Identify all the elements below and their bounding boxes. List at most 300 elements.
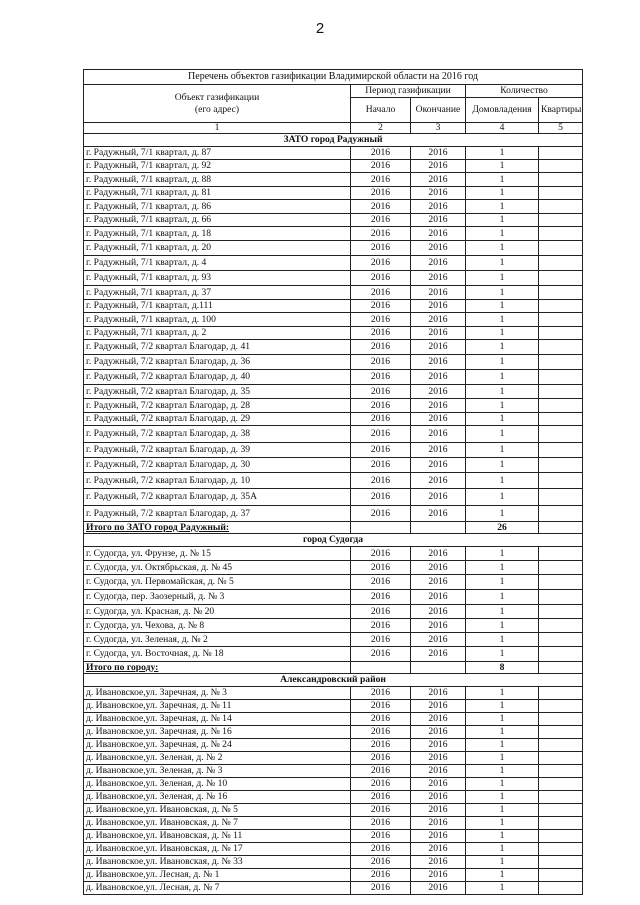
table-row bbox=[84, 605, 583, 619]
households-cell: 1 bbox=[466, 173, 539, 187]
apartments-cell bbox=[539, 619, 583, 633]
apartments-cell bbox=[539, 605, 583, 619]
total-value: 26 bbox=[466, 522, 539, 534]
table-row bbox=[84, 355, 583, 370]
start-year-cell: 2016 bbox=[351, 843, 411, 856]
column-number: 3 bbox=[411, 123, 466, 134]
apartments-cell bbox=[539, 843, 583, 856]
table-row bbox=[84, 458, 583, 473]
apartments-cell bbox=[539, 778, 583, 791]
total-label-text: Итого по ЗАТО город Радужный: bbox=[86, 521, 230, 533]
address-cell: г. Радужный, 7/2 квартал Благодар, д. 35 bbox=[84, 385, 351, 399]
households-cell: 1 bbox=[466, 647, 539, 662]
households-cell: 1 bbox=[466, 561, 539, 575]
table-row bbox=[84, 700, 583, 713]
end-year-cell: 2016 bbox=[411, 426, 466, 443]
table-row bbox=[84, 214, 583, 227]
column-header-object bbox=[84, 85, 351, 123]
end-year-cell: 2016 bbox=[411, 726, 466, 739]
start-year-cell: 2016 bbox=[351, 547, 411, 561]
table-row bbox=[84, 256, 583, 271]
total-row bbox=[84, 662, 583, 674]
address-cell: г. Радужный, 7/2 квартал Благодар, д. 36 bbox=[84, 355, 351, 370]
table-row bbox=[84, 713, 583, 726]
end-year-cell: 2016 bbox=[411, 791, 466, 804]
apartments-cell bbox=[539, 713, 583, 726]
table-row bbox=[84, 227, 583, 241]
end-year-cell: 2016 bbox=[411, 340, 466, 355]
households-cell: 1 bbox=[466, 385, 539, 399]
start-year-cell: 2016 bbox=[351, 619, 411, 633]
address-cell: г. Радужный, 7/2 квартал Благодар, д. 10 bbox=[84, 473, 351, 489]
start-year-cell: 2016 bbox=[351, 605, 411, 619]
address-cell: д. Ивановское,ул. Зеленая, д. № 10 bbox=[84, 778, 351, 791]
start-year-cell: 2016 bbox=[351, 300, 411, 313]
address-cell: г. Радужный, 7/1 квартал, д. 81 bbox=[84, 187, 351, 200]
end-year-cell: 2016 bbox=[411, 200, 466, 214]
table-row bbox=[84, 147, 583, 160]
apartments-cell bbox=[539, 200, 583, 214]
address-cell: д. Ивановское,ул. Заречная, д. № 16 bbox=[84, 726, 351, 739]
column-number: 5 bbox=[539, 123, 583, 134]
end-year-cell: 2016 bbox=[411, 489, 466, 506]
table-row bbox=[84, 739, 583, 752]
address-cell: г. Радужный, 7/1 квартал, д. 100 bbox=[84, 313, 351, 327]
start-year-cell: 2016 bbox=[351, 506, 411, 522]
address-cell: д. Ивановское,ул. Ивановская, д. № 33 bbox=[84, 856, 351, 869]
apartments-cell bbox=[539, 340, 583, 355]
column-header-end: Окончание bbox=[411, 98, 466, 123]
start-year-cell: 2016 bbox=[351, 271, 411, 286]
start-year-cell: 2016 bbox=[351, 355, 411, 370]
table-row bbox=[84, 856, 583, 869]
apartments-cell bbox=[539, 765, 583, 778]
apartments-cell bbox=[539, 633, 583, 647]
households-cell: 1 bbox=[466, 619, 539, 633]
apartments-cell bbox=[539, 804, 583, 817]
households-cell: 1 bbox=[466, 713, 539, 726]
end-year-cell: 2016 bbox=[411, 473, 466, 489]
apartments-cell bbox=[539, 227, 583, 241]
table-row bbox=[84, 778, 583, 791]
start-year-cell: 2016 bbox=[351, 473, 411, 489]
start-year-cell: 2016 bbox=[351, 256, 411, 271]
start-year-cell: 2016 bbox=[351, 726, 411, 739]
start-year-cell: 2016 bbox=[351, 160, 411, 173]
households-cell: 1 bbox=[466, 843, 539, 856]
start-year-cell: 2016 bbox=[351, 413, 411, 426]
apartments-cell bbox=[539, 547, 583, 561]
apartments-cell bbox=[539, 791, 583, 804]
end-year-cell: 2016 bbox=[411, 399, 466, 413]
table-row bbox=[84, 817, 583, 830]
apartments-cell bbox=[539, 313, 583, 327]
address-cell: д. Ивановское,ул. Ивановская, д. № 17 bbox=[84, 843, 351, 856]
start-year-cell: 2016 bbox=[351, 313, 411, 327]
apartments-cell bbox=[539, 882, 583, 895]
total-label bbox=[84, 522, 351, 534]
start-year-cell: 2016 bbox=[351, 647, 411, 662]
apartments-cell bbox=[539, 214, 583, 227]
households-cell: 1 bbox=[466, 817, 539, 830]
households-cell: 1 bbox=[466, 856, 539, 869]
table-row bbox=[84, 765, 583, 778]
end-year-cell: 2016 bbox=[411, 778, 466, 791]
end-year-cell: 2016 bbox=[411, 458, 466, 473]
total-label-text: Итого по городу: bbox=[86, 661, 159, 673]
start-year-cell: 2016 bbox=[351, 147, 411, 160]
end-year-cell: 2016 bbox=[411, 506, 466, 522]
start-year-cell: 2016 bbox=[351, 869, 411, 882]
apartments-cell bbox=[539, 506, 583, 522]
households-cell: 1 bbox=[466, 830, 539, 843]
households-cell: 1 bbox=[466, 590, 539, 605]
households-cell: 1 bbox=[466, 506, 539, 522]
households-cell: 1 bbox=[466, 271, 539, 286]
households-cell: 1 bbox=[466, 473, 539, 489]
households-cell: 1 bbox=[466, 214, 539, 227]
end-year-cell: 2016 bbox=[411, 300, 466, 313]
address-cell: д. Ивановское,ул. Заречная, д. № 3 bbox=[84, 687, 351, 700]
households-cell: 1 bbox=[466, 700, 539, 713]
address-cell: г. Судогда, ул. Зеленая, д. № 2 bbox=[84, 633, 351, 647]
table-row bbox=[84, 647, 583, 662]
start-year-cell: 2016 bbox=[351, 187, 411, 200]
table-row bbox=[84, 633, 583, 647]
table-row bbox=[84, 426, 583, 443]
address-cell: г. Радужный, 7/1 квартал, д. 87 bbox=[84, 147, 351, 160]
page-number: 2 bbox=[315, 20, 325, 37]
apartments-cell bbox=[539, 856, 583, 869]
households-cell: 1 bbox=[466, 791, 539, 804]
apartments-cell bbox=[539, 752, 583, 765]
total-row bbox=[84, 522, 583, 534]
table-row bbox=[84, 752, 583, 765]
households-cell: 1 bbox=[466, 370, 539, 385]
apartments-cell bbox=[539, 426, 583, 443]
table-row bbox=[84, 687, 583, 700]
start-year-cell: 2016 bbox=[351, 713, 411, 726]
column-header-households: Домовладения bbox=[466, 98, 539, 123]
total-label bbox=[84, 662, 351, 674]
table-row bbox=[84, 160, 583, 173]
end-year-cell: 2016 bbox=[411, 739, 466, 752]
households-cell: 1 bbox=[466, 869, 539, 882]
households-cell: 1 bbox=[466, 227, 539, 241]
households-cell: 1 bbox=[466, 547, 539, 561]
end-year-cell: 2016 bbox=[411, 313, 466, 327]
households-cell: 1 bbox=[466, 313, 539, 327]
households-cell: 1 bbox=[466, 687, 539, 700]
apartments-cell bbox=[539, 286, 583, 300]
end-year-cell: 2016 bbox=[411, 647, 466, 662]
address-cell: д. Ивановское,ул. Заречная, д. № 14 bbox=[84, 713, 351, 726]
apartments-cell bbox=[539, 173, 583, 187]
section-title: Александровский район bbox=[84, 674, 583, 687]
start-year-cell: 2016 bbox=[351, 327, 411, 340]
start-year-cell: 2016 bbox=[351, 882, 411, 895]
households-cell: 1 bbox=[466, 605, 539, 619]
table-row bbox=[84, 300, 583, 313]
empty-cell bbox=[351, 662, 411, 674]
address-cell: г. Радужный, 7/2 квартал Благодар, д. 28 bbox=[84, 399, 351, 413]
apartments-cell bbox=[539, 370, 583, 385]
section-title: город Судогда bbox=[84, 534, 583, 547]
apartments-cell bbox=[539, 726, 583, 739]
households-cell: 1 bbox=[466, 739, 539, 752]
table-row bbox=[84, 340, 583, 355]
table-row bbox=[84, 187, 583, 200]
households-cell: 1 bbox=[466, 458, 539, 473]
address-cell: г. Судогда, ул. Первомайская, д. № 5 bbox=[84, 575, 351, 590]
end-year-cell: 2016 bbox=[411, 869, 466, 882]
address-cell: д. Ивановское,ул. Лесная, д. № 1 bbox=[84, 869, 351, 882]
apartments-cell bbox=[539, 160, 583, 173]
apartments-cell bbox=[539, 647, 583, 662]
table-row bbox=[84, 271, 583, 286]
address-cell: д. Ивановское,ул. Ивановская, д. № 7 bbox=[84, 817, 351, 830]
households-cell: 1 bbox=[466, 882, 539, 895]
address-cell: г. Радужный, 7/1 квартал, д. 88 bbox=[84, 173, 351, 187]
start-year-cell: 2016 bbox=[351, 241, 411, 256]
address-cell: д. Ивановское,ул. Заречная, д. № 11 bbox=[84, 700, 351, 713]
apartments-cell bbox=[539, 561, 583, 575]
address-cell: г. Радужный, 7/1 квартал, д. 37 bbox=[84, 286, 351, 300]
table-row bbox=[84, 869, 583, 882]
households-cell: 1 bbox=[466, 804, 539, 817]
households-cell: 1 bbox=[466, 160, 539, 173]
empty-cell bbox=[539, 662, 583, 674]
address-cell: г. Радужный, 7/2 квартал Благодар, д. 35А bbox=[84, 489, 351, 506]
end-year-cell: 2016 bbox=[411, 241, 466, 256]
start-year-cell: 2016 bbox=[351, 385, 411, 399]
apartments-cell bbox=[539, 687, 583, 700]
table-row bbox=[84, 200, 583, 214]
apartments-cell bbox=[539, 300, 583, 313]
table-row bbox=[84, 489, 583, 506]
households-cell: 1 bbox=[466, 286, 539, 300]
address-cell: г. Радужный, 7/2 квартал Благодар, д. 29 bbox=[84, 413, 351, 426]
apartments-cell bbox=[539, 458, 583, 473]
table-row bbox=[84, 590, 583, 605]
section-title: ЗАТО город Радужный bbox=[84, 134, 583, 147]
start-year-cell: 2016 bbox=[351, 778, 411, 791]
start-year-cell: 2016 bbox=[351, 443, 411, 458]
start-year-cell: 2016 bbox=[351, 370, 411, 385]
address-cell: г. Судогда, ул. Восточная, д. № 18 bbox=[84, 647, 351, 662]
end-year-cell: 2016 bbox=[411, 619, 466, 633]
end-year-cell: 2016 bbox=[411, 590, 466, 605]
start-year-cell: 2016 bbox=[351, 426, 411, 443]
address-cell: г. Судогда, пер. Заозерный, д. № 3 bbox=[84, 590, 351, 605]
table-row bbox=[84, 804, 583, 817]
end-year-cell: 2016 bbox=[411, 173, 466, 187]
households-cell: 1 bbox=[466, 426, 539, 443]
end-year-cell: 2016 bbox=[411, 605, 466, 619]
address-cell: г. Судогда, ул. Октябрьская, д. № 45 bbox=[84, 561, 351, 575]
empty-cell bbox=[411, 662, 466, 674]
total-value: 8 bbox=[466, 662, 539, 674]
end-year-cell: 2016 bbox=[411, 700, 466, 713]
start-year-cell: 2016 bbox=[351, 817, 411, 830]
address-cell: г. Радужный, 7/1 квартал, д. 92 bbox=[84, 160, 351, 173]
end-year-cell: 2016 bbox=[411, 843, 466, 856]
table-row bbox=[84, 726, 583, 739]
table-row bbox=[84, 370, 583, 385]
start-year-cell: 2016 bbox=[351, 173, 411, 187]
table-row bbox=[84, 575, 583, 590]
table-row bbox=[84, 385, 583, 399]
start-year-cell: 2016 bbox=[351, 804, 411, 817]
households-cell: 1 bbox=[466, 726, 539, 739]
start-year-cell: 2016 bbox=[351, 590, 411, 605]
start-year-cell: 2016 bbox=[351, 399, 411, 413]
address-cell: д. Ивановское,ул. Зеленая, д. № 16 bbox=[84, 791, 351, 804]
address-cell: д. Ивановское,ул. Зеленая, д. № 3 bbox=[84, 765, 351, 778]
end-year-cell: 2016 bbox=[411, 413, 466, 426]
column-header-period: Период газификации bbox=[351, 85, 466, 98]
empty-cell bbox=[351, 522, 411, 534]
end-year-cell: 2016 bbox=[411, 633, 466, 647]
apartments-cell bbox=[539, 413, 583, 426]
households-cell: 1 bbox=[466, 399, 539, 413]
apartments-cell bbox=[539, 869, 583, 882]
end-year-cell: 2016 bbox=[411, 547, 466, 561]
address-cell: г. Радужный, 7/1 квартал, д. 86 bbox=[84, 200, 351, 214]
households-cell: 1 bbox=[466, 147, 539, 160]
start-year-cell: 2016 bbox=[351, 561, 411, 575]
start-year-cell: 2016 bbox=[351, 227, 411, 241]
start-year-cell: 2016 bbox=[351, 214, 411, 227]
apartments-cell bbox=[539, 271, 583, 286]
end-year-cell: 2016 bbox=[411, 214, 466, 227]
column-header-apartments: Квартиры bbox=[539, 98, 583, 123]
apartments-cell bbox=[539, 385, 583, 399]
table-row bbox=[84, 843, 583, 856]
address-cell: г. Судогда, ул. Фрунзе, д. № 15 bbox=[84, 547, 351, 561]
column-number: 1 bbox=[84, 123, 351, 134]
end-year-cell: 2016 bbox=[411, 561, 466, 575]
households-cell: 1 bbox=[466, 633, 539, 647]
apartments-cell bbox=[539, 817, 583, 830]
end-year-cell: 2016 bbox=[411, 256, 466, 271]
apartments-cell bbox=[539, 700, 583, 713]
apartments-cell bbox=[539, 473, 583, 489]
start-year-cell: 2016 bbox=[351, 739, 411, 752]
households-cell: 1 bbox=[466, 575, 539, 590]
end-year-cell: 2016 bbox=[411, 227, 466, 241]
households-cell: 1 bbox=[466, 778, 539, 791]
end-year-cell: 2016 bbox=[411, 817, 466, 830]
end-year-cell: 2016 bbox=[411, 687, 466, 700]
start-year-cell: 2016 bbox=[351, 830, 411, 843]
households-cell: 1 bbox=[466, 765, 539, 778]
address-cell: г. Судогда, ул. Красная, д. № 20 bbox=[84, 605, 351, 619]
households-cell: 1 bbox=[466, 355, 539, 370]
address-cell: г. Радужный, 7/1 квартал, д. 2 bbox=[84, 327, 351, 340]
apartments-cell bbox=[539, 327, 583, 340]
column-header-object-sub: (его адрес) bbox=[194, 103, 240, 115]
end-year-cell: 2016 bbox=[411, 286, 466, 300]
end-year-cell: 2016 bbox=[411, 147, 466, 160]
start-year-cell: 2016 bbox=[351, 489, 411, 506]
address-cell: д. Ивановское,ул. Зеленая, д. № 2 bbox=[84, 752, 351, 765]
end-year-cell: 2016 bbox=[411, 443, 466, 458]
address-cell: г. Радужный, 7/2 квартал Благодар, д. 40 bbox=[84, 370, 351, 385]
address-cell: г. Радужный, 7/2 квартал Благодар, д. 30 bbox=[84, 458, 351, 473]
address-cell: г. Радужный, 7/2 квартал Благодар, д. 39 bbox=[84, 443, 351, 458]
end-year-cell: 2016 bbox=[411, 327, 466, 340]
households-cell: 1 bbox=[466, 327, 539, 340]
table-row bbox=[84, 619, 583, 633]
end-year-cell: 2016 bbox=[411, 752, 466, 765]
end-year-cell: 2016 bbox=[411, 575, 466, 590]
end-year-cell: 2016 bbox=[411, 713, 466, 726]
end-year-cell: 2016 bbox=[411, 882, 466, 895]
end-year-cell: 2016 bbox=[411, 765, 466, 778]
address-cell: г. Радужный, 7/2 квартал Благодар, д. 38 bbox=[84, 426, 351, 443]
table-row bbox=[84, 830, 583, 843]
table-row bbox=[84, 791, 583, 804]
apartments-cell bbox=[539, 147, 583, 160]
apartments-cell bbox=[539, 443, 583, 458]
end-year-cell: 2016 bbox=[411, 355, 466, 370]
apartments-cell bbox=[539, 355, 583, 370]
start-year-cell: 2016 bbox=[351, 458, 411, 473]
start-year-cell: 2016 bbox=[351, 633, 411, 647]
apartments-cell bbox=[539, 399, 583, 413]
empty-cell bbox=[539, 522, 583, 534]
column-number: 2 bbox=[351, 123, 411, 134]
start-year-cell: 2016 bbox=[351, 700, 411, 713]
start-year-cell: 2016 bbox=[351, 765, 411, 778]
empty-cell bbox=[411, 522, 466, 534]
households-cell: 1 bbox=[466, 340, 539, 355]
apartments-cell bbox=[539, 739, 583, 752]
households-cell: 1 bbox=[466, 489, 539, 506]
start-year-cell: 2016 bbox=[351, 200, 411, 214]
end-year-cell: 2016 bbox=[411, 830, 466, 843]
gasification-table bbox=[83, 69, 583, 895]
table-row bbox=[84, 173, 583, 187]
table-row bbox=[84, 413, 583, 426]
column-header-object-label: Объект газификации bbox=[174, 91, 260, 103]
households-cell: 1 bbox=[466, 241, 539, 256]
end-year-cell: 2016 bbox=[411, 385, 466, 399]
start-year-cell: 2016 bbox=[351, 340, 411, 355]
households-cell: 1 bbox=[466, 443, 539, 458]
address-cell: г. Радужный, 7/1 квартал, д. 18 bbox=[84, 227, 351, 241]
start-year-cell: 2016 bbox=[351, 752, 411, 765]
table-row bbox=[84, 882, 583, 895]
table-row bbox=[84, 547, 583, 561]
table-title: Перечень объектов газификации Владимирской области на 2016 год bbox=[84, 70, 583, 85]
end-year-cell: 2016 bbox=[411, 804, 466, 817]
table-row bbox=[84, 241, 583, 256]
households-cell: 1 bbox=[466, 200, 539, 214]
end-year-cell: 2016 bbox=[411, 187, 466, 200]
end-year-cell: 2016 bbox=[411, 370, 466, 385]
table-row bbox=[84, 399, 583, 413]
apartments-cell bbox=[539, 489, 583, 506]
table-row bbox=[84, 327, 583, 340]
table-row bbox=[84, 473, 583, 489]
apartments-cell bbox=[539, 187, 583, 200]
address-cell: г. Радужный, 7/2 квартал Благодар, д. 37 bbox=[84, 506, 351, 522]
end-year-cell: 2016 bbox=[411, 271, 466, 286]
apartments-cell bbox=[539, 241, 583, 256]
apartments-cell bbox=[539, 590, 583, 605]
